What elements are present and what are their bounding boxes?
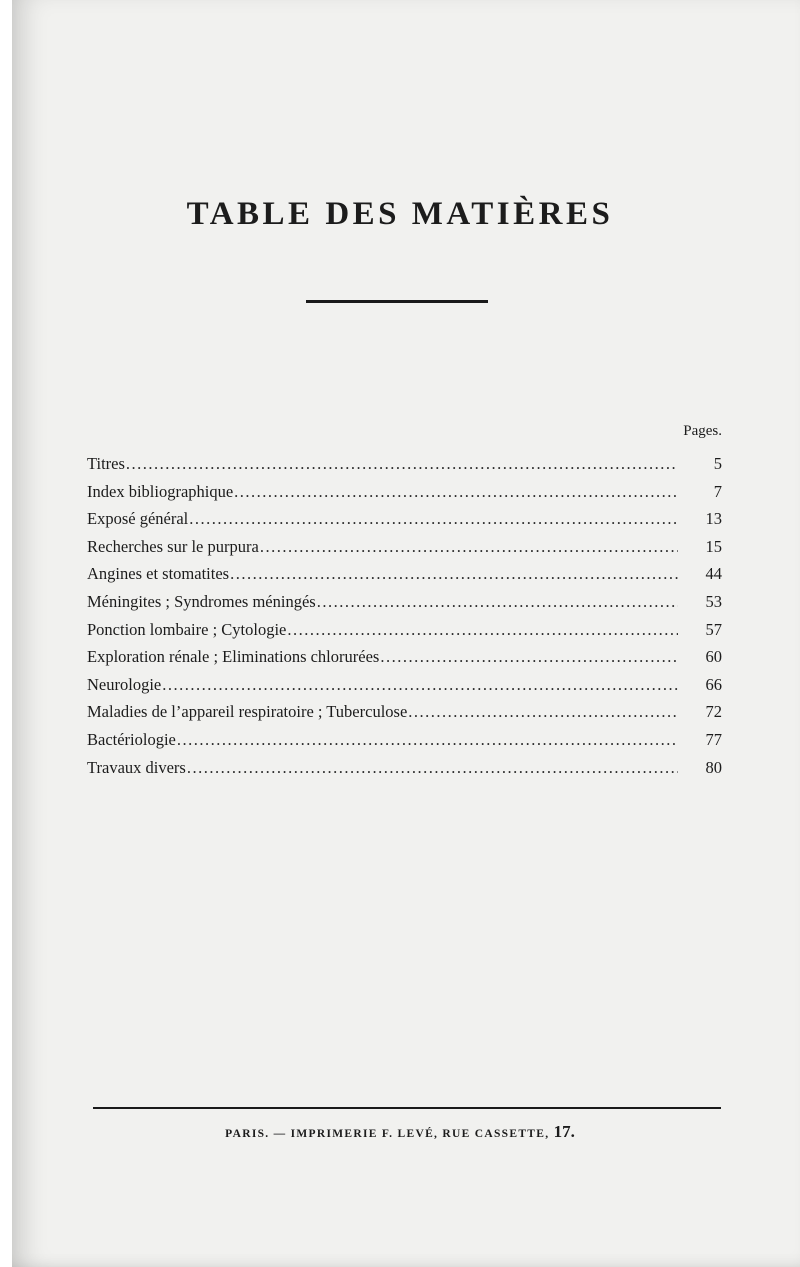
toc-entry <box>87 509 722 537</box>
toc-entry-label: Ponction lombaire ; Cytologie <box>87 619 287 639</box>
pages-column-header: Pages. <box>683 423 722 439</box>
leader-dots <box>230 564 678 584</box>
leader-dots <box>177 730 678 750</box>
toc-entry-page: 44 <box>705 564 722 584</box>
leader-dots <box>408 702 678 722</box>
toc-entry-label: Angines et stomatites <box>87 564 230 584</box>
title-divider <box>306 300 488 303</box>
table-of-contents <box>87 454 722 785</box>
toc-entry-label: Maladies de l’appareil respiratoire ; Tuberculose <box>87 702 408 722</box>
leader-dots <box>234 482 678 502</box>
leader-dots <box>380 647 678 667</box>
imprint-number: 17. <box>553 1122 575 1141</box>
toc-entry-label: Neurologie <box>87 674 162 694</box>
toc-entry <box>87 675 722 703</box>
toc-entry-label: Exposé général <box>87 509 189 529</box>
toc-entry <box>87 564 722 592</box>
leader-dots <box>287 620 678 640</box>
toc-entry <box>87 702 722 730</box>
toc-entry-page: 80 <box>705 757 722 777</box>
leader-dots <box>162 675 678 695</box>
leader-dots <box>317 592 678 612</box>
toc-entry-page: 7 <box>713 481 722 501</box>
document-page <box>12 0 800 1267</box>
leader-dots <box>126 454 678 474</box>
toc-entry-page: 53 <box>705 591 722 611</box>
leader-dots <box>260 537 678 557</box>
toc-entry-label: Méningites ; Syndromes méningés <box>87 591 316 611</box>
printer-imprint <box>12 1122 788 1144</box>
toc-entry <box>87 730 722 758</box>
toc-entry-label: Travaux divers <box>87 757 186 777</box>
toc-entry-page: 60 <box>705 647 722 667</box>
toc-entry-page: 66 <box>705 674 722 694</box>
page-title: TABLE DES MATIÈRES <box>186 196 614 232</box>
toc-entry-page: 15 <box>705 536 722 556</box>
toc-entry-label: Recherches sur le purpura <box>87 536 259 556</box>
toc-entry <box>87 620 722 648</box>
toc-entry-label: Bactériologie <box>87 729 176 749</box>
toc-entry-page: 57 <box>705 619 722 639</box>
toc-entry <box>87 592 722 620</box>
toc-entry <box>87 454 722 482</box>
toc-entry <box>87 647 722 675</box>
toc-entry <box>87 758 722 786</box>
toc-entry-page: 5 <box>713 454 722 473</box>
toc-entry-page: 77 <box>705 729 722 749</box>
leader-dots <box>187 758 678 778</box>
imprint-text: PARIS. — IMPRIMERIE F. LEVÉ, RUE CASSETTE, <box>225 1128 550 1140</box>
footer-divider <box>93 1107 721 1109</box>
toc-entry-label: Titres <box>87 454 125 473</box>
toc-entry-label: Exploration rénale ; Eliminations chlorurées <box>87 647 380 667</box>
toc-entry-label: Index bibliographique <box>87 481 234 501</box>
toc-entry-page: 72 <box>705 702 722 722</box>
toc-entry <box>87 537 722 565</box>
toc-entry-page: 13 <box>705 509 722 529</box>
leader-dots <box>189 509 678 529</box>
toc-entry <box>87 482 722 510</box>
